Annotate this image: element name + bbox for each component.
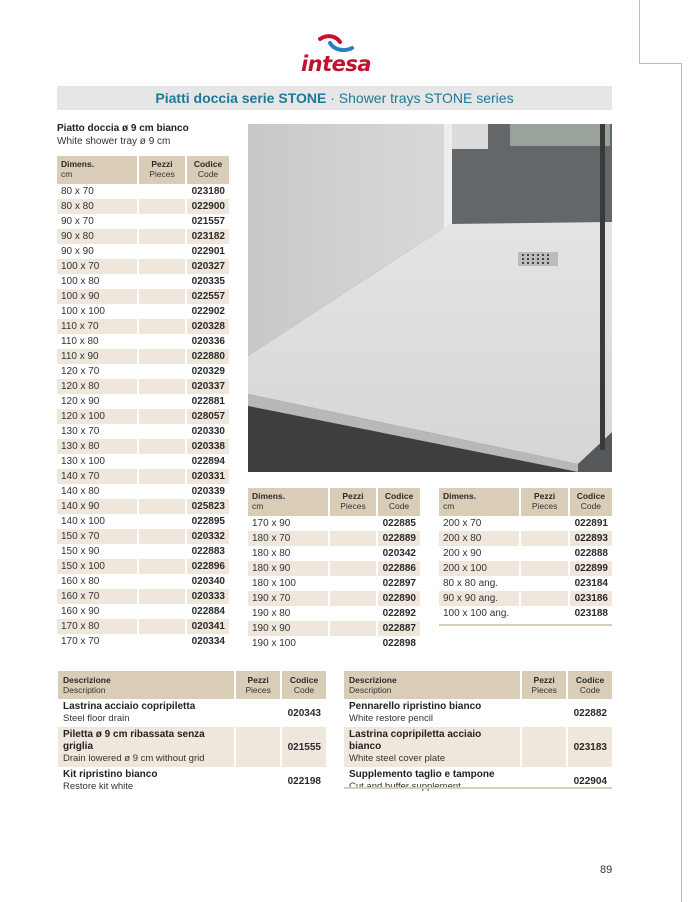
code-cell: 020329 <box>191 366 225 377</box>
table-row <box>57 589 229 604</box>
title-separator: · <box>326 90 339 106</box>
dimension-cell: 90 x 70 <box>61 216 94 227</box>
dimension-cell: 200 x 80 <box>439 531 519 546</box>
pieces-cell <box>139 529 185 544</box>
margin-line-upper <box>639 0 640 64</box>
dimension-cell: 100 x 100 <box>61 306 105 317</box>
pieces-cell <box>139 394 185 409</box>
table-row <box>57 229 229 244</box>
table-row <box>57 529 229 544</box>
table-row <box>439 561 612 576</box>
description-english: White restore pencil <box>349 713 433 724</box>
pieces-cell <box>139 259 185 274</box>
dimension-cell: 140 x 100 <box>61 516 105 527</box>
dimension-cell: 140 x 70 <box>57 469 137 484</box>
table-row <box>248 636 420 651</box>
code-cell: 020337 <box>187 379 229 394</box>
code-cell: 020327 <box>187 259 229 274</box>
code-cell: 020334 <box>191 636 225 647</box>
dimension-cell: 200 x 70 <box>443 518 482 529</box>
product-photo <box>248 124 612 472</box>
description-italian: Kit ripristino bianco <box>63 769 158 780</box>
code-cell: 022881 <box>191 396 225 407</box>
header-code: Codice Code <box>568 671 612 699</box>
table-row <box>57 199 229 214</box>
table-row <box>248 531 420 546</box>
code-cell: 020343 <box>287 707 321 719</box>
header-code: Codice Code <box>187 156 229 184</box>
description-cell <box>344 699 520 727</box>
header-pieces: Pezzi Pieces <box>236 671 280 699</box>
pieces-cell <box>139 289 185 304</box>
code-cell: 022557 <box>187 289 229 304</box>
accessories-table-right <box>342 671 614 795</box>
pieces-cell <box>139 319 185 334</box>
product-title <box>57 123 189 147</box>
dimension-cell: 180 x 70 <box>248 531 328 546</box>
table-row <box>439 606 612 621</box>
table-row <box>248 561 420 576</box>
pieces-cell <box>522 767 566 795</box>
code-cell: 022885 <box>382 518 416 529</box>
table-row <box>57 364 229 379</box>
table-row <box>57 439 229 454</box>
pieces-cell <box>330 606 376 621</box>
accessory-row <box>58 767 326 795</box>
dimension-cell: 170 x 90 <box>252 518 291 529</box>
logo-text: intesa <box>300 52 372 76</box>
code-cell: 023186 <box>570 591 612 606</box>
dimension-cell: 180 x 100 <box>252 578 296 589</box>
table-row <box>248 516 420 531</box>
table-row <box>57 214 229 229</box>
description-english: Steel floor drain <box>63 713 130 724</box>
pieces-cell <box>139 604 185 619</box>
dimension-cell: 170 x 80 <box>57 619 137 634</box>
code-cell: 020341 <box>187 619 229 634</box>
table-row <box>439 591 612 606</box>
table-row <box>57 334 229 349</box>
description-cell <box>58 727 234 767</box>
header-code: Codice Code <box>378 488 420 516</box>
code-cell: 023183 <box>568 727 612 767</box>
dimension-cell: 160 x 90 <box>61 606 100 617</box>
code-cell: 022198 <box>287 775 321 787</box>
table-row <box>57 304 229 319</box>
code-cell: 020340 <box>191 576 225 587</box>
description-italian: Piletta ø 9 cm ribassata senza griglia <box>63 729 205 752</box>
pieces-cell <box>139 244 185 259</box>
table-row <box>57 634 229 649</box>
code-cell: 022901 <box>191 246 225 257</box>
table-row <box>57 559 229 574</box>
table-row <box>248 606 420 621</box>
code-cell: 020336 <box>191 336 225 347</box>
pieces-cell <box>522 727 566 767</box>
pieces-cell <box>330 621 376 636</box>
pieces-cell <box>139 424 185 439</box>
code-cell: 022898 <box>382 638 416 649</box>
pieces-cell <box>139 469 185 484</box>
pieces-cell <box>521 576 567 591</box>
pieces-cell <box>139 409 185 424</box>
dimension-cell: 140 x 80 <box>61 486 100 497</box>
pieces-cell <box>139 304 185 319</box>
dimension-cell: 160 x 70 <box>57 589 137 604</box>
code-cell: 023188 <box>574 608 608 619</box>
table-row <box>57 394 229 409</box>
pieces-cell <box>330 546 376 561</box>
header-code: Codice Code <box>570 488 612 516</box>
dimension-cell: 120 x 80 <box>57 379 137 394</box>
product-title-italian: Piatto doccia ø 9 cm bianco <box>57 123 189 134</box>
code-cell: 022884 <box>191 606 225 617</box>
description-italian: Lastrina copripiletta acciaio bianco <box>349 729 482 752</box>
table-row <box>57 469 229 484</box>
dimension-cell: 100 x 80 <box>61 276 100 287</box>
table-3-bottom-rule <box>439 624 612 626</box>
dimension-cell: 200 x 90 <box>443 548 482 559</box>
shower-tray-photo <box>248 124 612 472</box>
intesa-logo <box>296 34 376 80</box>
code-cell: 022890 <box>378 591 420 606</box>
pieces-cell <box>521 561 567 576</box>
pieces-cell <box>521 531 567 546</box>
size-table-3 <box>437 488 614 621</box>
header-pieces: Pezzi Pieces <box>522 671 566 699</box>
pieces-cell <box>139 454 185 469</box>
pieces-cell <box>139 484 185 499</box>
pieces-cell <box>236 699 280 727</box>
table-row <box>57 244 229 259</box>
margin-line-step <box>639 63 682 64</box>
table-row <box>57 319 229 334</box>
table-row <box>57 349 229 364</box>
code-cell: 022887 <box>378 621 420 636</box>
description-cell <box>58 699 234 727</box>
code-cell: 022893 <box>570 531 612 546</box>
accessory-row <box>344 727 612 767</box>
pieces-cell <box>139 634 185 649</box>
dimension-cell: 80 x 80 <box>57 199 137 214</box>
code-cell: 020332 <box>187 529 229 544</box>
dimension-cell: 150 x 90 <box>61 546 100 557</box>
code-cell: 022904 <box>573 775 607 787</box>
code-cell: 022886 <box>378 561 420 576</box>
pieces-cell <box>139 574 185 589</box>
header-dimensions: Dimens. cm <box>439 488 519 516</box>
pieces-cell <box>139 184 185 199</box>
table-row <box>248 546 420 561</box>
pieces-cell <box>330 591 376 606</box>
description-cell <box>344 727 520 767</box>
code-cell: 020330 <box>191 426 225 437</box>
dimension-cell: 130 x 100 <box>61 456 105 467</box>
dimension-cell: 80 x 80 ang. <box>443 578 499 589</box>
code-cell: 022902 <box>191 306 225 317</box>
code-cell: 022900 <box>187 199 229 214</box>
header-pieces: Pezzi Pieces <box>521 488 567 516</box>
table-row <box>57 289 229 304</box>
table-row <box>57 514 229 529</box>
dimension-cell: 120 x 70 <box>61 366 100 377</box>
pieces-cell <box>236 727 280 767</box>
code-cell: 020335 <box>191 276 225 287</box>
dimension-cell: 90 x 90 ang. <box>439 591 519 606</box>
code-cell: 021557 <box>191 216 225 227</box>
dimension-cell: 130 x 70 <box>61 426 100 437</box>
table-row <box>57 604 229 619</box>
dimension-cell: 120 x 100 <box>57 409 137 424</box>
code-cell: 020339 <box>191 486 225 497</box>
pieces-cell <box>330 531 376 546</box>
page-title <box>57 86 612 110</box>
pieces-cell <box>521 591 567 606</box>
code-cell: 025823 <box>187 499 229 514</box>
pieces-cell <box>521 546 567 561</box>
description-english: Restore kit white <box>63 781 134 792</box>
code-cell: 020342 <box>382 548 416 559</box>
product-title-english: White shower tray ø 9 cm <box>57 136 171 147</box>
pieces-cell <box>521 516 567 531</box>
code-cell: 022883 <box>191 546 225 557</box>
table-row <box>57 619 229 634</box>
dimension-cell: 100 x 90 <box>57 289 137 304</box>
pieces-cell <box>521 606 567 621</box>
pieces-cell <box>139 559 185 574</box>
table-row <box>57 274 229 289</box>
accessory-row <box>58 699 326 727</box>
code-cell: 021555 <box>282 727 326 767</box>
dimension-cell: 190 x 80 <box>252 608 291 619</box>
code-cell: 020333 <box>187 589 229 604</box>
pieces-cell <box>139 229 185 244</box>
description-cell <box>58 767 234 795</box>
code-cell: 022895 <box>191 516 225 527</box>
table-row <box>248 591 420 606</box>
title-italian: Piatti doccia serie STONE <box>155 90 327 106</box>
code-cell: 020338 <box>187 439 229 454</box>
code-cell: 022894 <box>191 456 225 467</box>
code-cell: 022889 <box>378 531 420 546</box>
dimension-cell: 110 x 80 <box>61 336 99 347</box>
code-cell: 022897 <box>382 578 416 589</box>
dimension-cell: 180 x 80 <box>252 548 291 559</box>
description-italian: Supplemento taglio e tampone <box>349 769 495 780</box>
code-cell: 022892 <box>382 608 416 619</box>
header-dimensions: Dimens. cm <box>248 488 328 516</box>
pieces-cell <box>139 499 185 514</box>
accessories-table-left <box>56 671 328 795</box>
accessory-row <box>344 767 612 795</box>
dimension-cell: 130 x 80 <box>57 439 137 454</box>
table-row <box>57 424 229 439</box>
pieces-cell <box>330 561 376 576</box>
accessory-row <box>58 727 326 767</box>
dimension-cell: 150 x 100 <box>57 559 137 574</box>
pieces-cell <box>139 544 185 559</box>
pieces-cell <box>139 199 185 214</box>
table-row <box>439 546 612 561</box>
dimension-cell: 100 x 100 ang. <box>443 608 510 619</box>
pieces-cell <box>139 274 185 289</box>
accessories-right-bottom-rule <box>344 787 612 789</box>
dimension-cell: 160 x 80 <box>61 576 100 587</box>
code-cell: 023180 <box>191 186 225 197</box>
margin-line-lower <box>681 63 682 902</box>
pieces-cell <box>139 379 185 394</box>
table-row <box>439 576 612 591</box>
table-row <box>57 454 229 469</box>
dimension-cell: 90 x 90 <box>61 246 94 257</box>
dimension-cell: 120 x 90 <box>61 396 100 407</box>
code-cell: 022880 <box>187 349 229 364</box>
code-cell: 023182 <box>187 229 229 244</box>
pieces-cell <box>139 349 185 364</box>
table-row <box>57 544 229 559</box>
pieces-cell <box>330 576 376 591</box>
code-cell: 022899 <box>570 561 612 576</box>
table-row <box>57 574 229 589</box>
size-table-1 <box>55 156 231 649</box>
table-row <box>57 409 229 424</box>
pieces-cell <box>139 364 185 379</box>
dimension-cell: 180 x 90 <box>248 561 328 576</box>
code-cell: 022888 <box>574 548 608 559</box>
table-row <box>248 621 420 636</box>
dimension-cell: 190 x 90 <box>248 621 328 636</box>
dimension-cell: 170 x 70 <box>61 636 100 647</box>
code-cell: 028057 <box>187 409 229 424</box>
table-row <box>57 259 229 274</box>
header-description: Descrizione Description <box>344 671 520 699</box>
pieces-cell <box>139 619 185 634</box>
code-cell: 023184 <box>574 578 608 589</box>
dimension-cell: 100 x 70 <box>57 259 137 274</box>
pieces-cell <box>236 767 280 795</box>
dimension-cell: 140 x 90 <box>57 499 137 514</box>
dimension-cell: 200 x 100 <box>439 561 519 576</box>
accessory-row <box>344 699 612 727</box>
pieces-cell <box>139 334 185 349</box>
pieces-cell <box>330 636 376 651</box>
header-pieces: Pezzi Pieces <box>139 156 185 184</box>
title-english: Shower trays STONE series <box>338 90 514 106</box>
page-number: 89 <box>600 864 613 876</box>
code-cell: 022882 <box>573 707 607 719</box>
pieces-cell <box>139 439 185 454</box>
header-pieces: Pezzi Pieces <box>330 488 376 516</box>
pieces-cell <box>139 214 185 229</box>
table-row <box>439 531 612 546</box>
code-cell: 022896 <box>187 559 229 574</box>
code-cell: 020331 <box>187 469 229 484</box>
dimension-cell: 150 x 70 <box>57 529 137 544</box>
description-english: White steel cover plate <box>349 753 446 764</box>
description-italian: Lastrina acciaio copripiletta <box>63 701 196 712</box>
description-cell <box>344 767 520 795</box>
dimension-cell: 80 x 70 <box>61 186 94 197</box>
pieces-cell <box>139 589 185 604</box>
pieces-cell <box>522 699 566 727</box>
table-row <box>57 184 229 199</box>
code-cell: 022891 <box>574 518 608 529</box>
table-row <box>57 499 229 514</box>
dimension-cell: 190 x 70 <box>248 591 328 606</box>
description-italian: Pennarello ripristino bianco <box>349 701 482 712</box>
dimension-cell: 110 x 90 <box>57 349 137 364</box>
size-table-2 <box>246 488 422 651</box>
description-english: Drain lowered ø 9 cm without grid <box>63 753 205 764</box>
pieces-cell <box>139 514 185 529</box>
table-row <box>57 484 229 499</box>
code-cell: 020328 <box>187 319 229 334</box>
pieces-cell <box>330 516 376 531</box>
table-row <box>248 576 420 591</box>
table-row <box>57 379 229 394</box>
header-description: Descrizione Description <box>58 671 234 699</box>
header-dimensions: Dimens. cm <box>57 156 137 184</box>
header-code: Codice Code <box>282 671 326 699</box>
dimension-cell: 110 x 70 <box>57 319 137 334</box>
dimension-cell: 90 x 80 <box>57 229 137 244</box>
table-row <box>439 516 612 531</box>
dimension-cell: 190 x 100 <box>252 638 296 649</box>
